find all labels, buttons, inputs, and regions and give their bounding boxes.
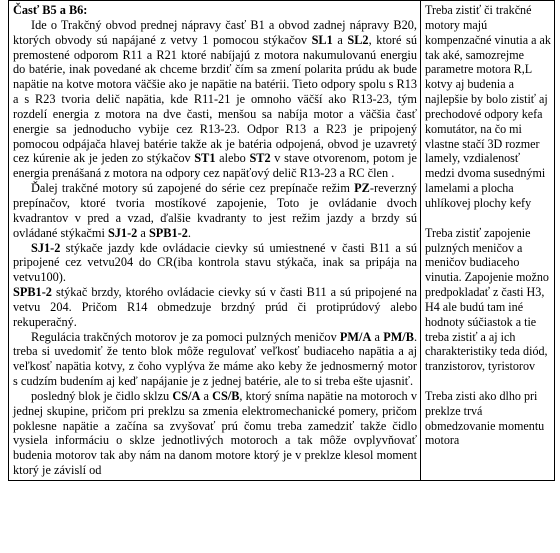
- side-note: Treba zistiť zapojenie pulzných meničov a meničov budiaceho vinutia. Zapojenie možno predpokladať z časti H3, H4 ale budú tam iné hodnoty súčiastok a tie treba zistiť a aj ich charakteristiky teda diód, tranzistorov, tyristorov: [425, 225, 549, 374]
- text-run: -reverzný prepínačov, ktoré tvoria mostíkové zapojenie, Toto je ovládanie dvoch kvadrantov v pred a vzad, ďalšie kvadranty to jest režim jazdy a brzdy sú ovládané stýkačmi: [13, 181, 417, 240]
- main-text-cell: [9, 1, 421, 481]
- section-title: Časť B5 a B6:: [13, 3, 88, 17]
- paragraph: [13, 389, 417, 478]
- text-run: posledný blok je čidlo sklzu: [31, 388, 173, 403]
- text-run: alebo: [215, 151, 250, 166]
- paragraph: [13, 181, 417, 240]
- bold-term: PZ: [354, 181, 370, 196]
- bold-term: PM/B: [383, 329, 414, 344]
- bold-term: CS/B: [212, 388, 240, 403]
- text-run: stýkač brzdy, ktorého ovládacie cievky sú v časti B11 a sú pripojené na vetvu 204. Pričom R14 obmedzuje brzdný prúd či protiprúdový alebo rekuperačný.: [13, 285, 417, 329]
- text-run: , ktorý sníma napätie na motoroch v jednej skupine, pričom pri preklzu sa zmenia elektromechanické pomery, pričom poklesne napätie a začína sa zvyšovať prú čomu treba zamedziť takže čidlo vysiela informáciu o sklze jednotlivých motoroch a tak môže ovplyvňovať budenia motorov tak aby nám na danom motore ktorý je v preklze klesol moment ktorý je závislí od: [13, 388, 417, 478]
- bold-term: SL1: [311, 32, 333, 47]
- text-run: a: [200, 388, 213, 403]
- text-run: .: [187, 225, 191, 240]
- bold-term: SJ1-2: [107, 225, 138, 240]
- text-run: stýkače jazdy kde ovládacie cievky sú umiestnené v časti B11 a sú pripojené cez vetvu204 do CR(iba kontrola stavu stýkača, inak sa pripája na vetvu100).: [13, 240, 417, 285]
- paragraph: [13, 330, 417, 389]
- bold-term: SJ1-2: [31, 240, 61, 255]
- text-run: v stave otvorenom, potom je energia prenášaná z motora na odpory cez napäťový delič R13-23 a RC člen .: [13, 151, 417, 181]
- text-run: a: [137, 225, 149, 240]
- text-run: Ďalej trakčné motory sú zapojené do série cez prepínače režim: [31, 181, 355, 196]
- text-run: a: [332, 32, 348, 47]
- text-run: , ktoré sú premostené odporom R11 a R21 ktoré nabíjajú z motora nakumulovanú energiu do batérie, inak povedané ak chceme brzdiť čím sa zmení polarita prúdu ak bude napätie na kotve motora väčšie ako je napätie na batérii. Tieto odpory spolu s R13 a s R23 tvoria delič napätia, kde R11-21 je omnoho väčší ako R13-23, tým rozdelí energia z motora na dve časti, menšou sa nabíja motor a väčšia časť energie sa jednoducho vybije cez R13-23. Odpor R13 a R23 je pripojený pomocou odpájača hlavej batérie takže ak je batéria odpojená, obvod je uzavretý cez kúrenie ak je jeden zo stýkačov: [13, 32, 417, 166]
- side-note: Treba zisti ako dlho pri preklze trvá obmedzovanie momentu motora: [425, 388, 545, 448]
- bold-term: ST1: [194, 151, 216, 166]
- text-run: . treba si uvedomiť že tento blok môže regulovať veľkosť budiaceho napätia a aj veľkosť napätia kotvy, z čoho vyplýva že máme ako keby že jednosmerný motor s cudzím budením aj keď napájanie je z jednej batérie, ale to si treba ešte ujasniť.: [13, 329, 418, 389]
- bold-term: SPB1-2: [148, 225, 188, 240]
- paragraph: [13, 18, 417, 181]
- bold-term: PM/A: [339, 329, 372, 344]
- text-run: Regulácia trakčných motorov je za pomoci pulzných meničov: [31, 329, 340, 344]
- bold-term: SPB1-2: [13, 285, 52, 300]
- side-notes: [425, 3, 551, 448]
- paragraph: [13, 241, 417, 286]
- document-table: [8, 0, 555, 481]
- side-notes-cell: [421, 1, 555, 481]
- table-row: [9, 1, 555, 481]
- paragraphs: [13, 18, 417, 478]
- side-note: Treba zistiť či trakčné motory majú kompenzačné vinutia a ak tak aké, samozrejme parametre motora R,L kotvy aj budenia a najlepšie by bolo zistiť aj prechodové odpory kefa komutátor, na čo mi vlastne stačí 3D rozmer lamely, vzdialenosť medzi dvoma susednými lamelami a plocha uhlíkovej plochy kefy: [425, 3, 551, 210]
- text-run: Ide o Trakčný obvod prednej nápravy časť B1 a obvod zadnej nápravy B20, ktorých obvody sú napájané z vetvy 1 pomocou stýkačov: [13, 17, 417, 47]
- bold-term: SL2: [347, 32, 369, 47]
- bold-term: CS/A: [172, 388, 201, 403]
- bold-term: ST2: [249, 151, 271, 166]
- paragraph: [13, 285, 417, 330]
- text-run: a: [371, 329, 384, 344]
